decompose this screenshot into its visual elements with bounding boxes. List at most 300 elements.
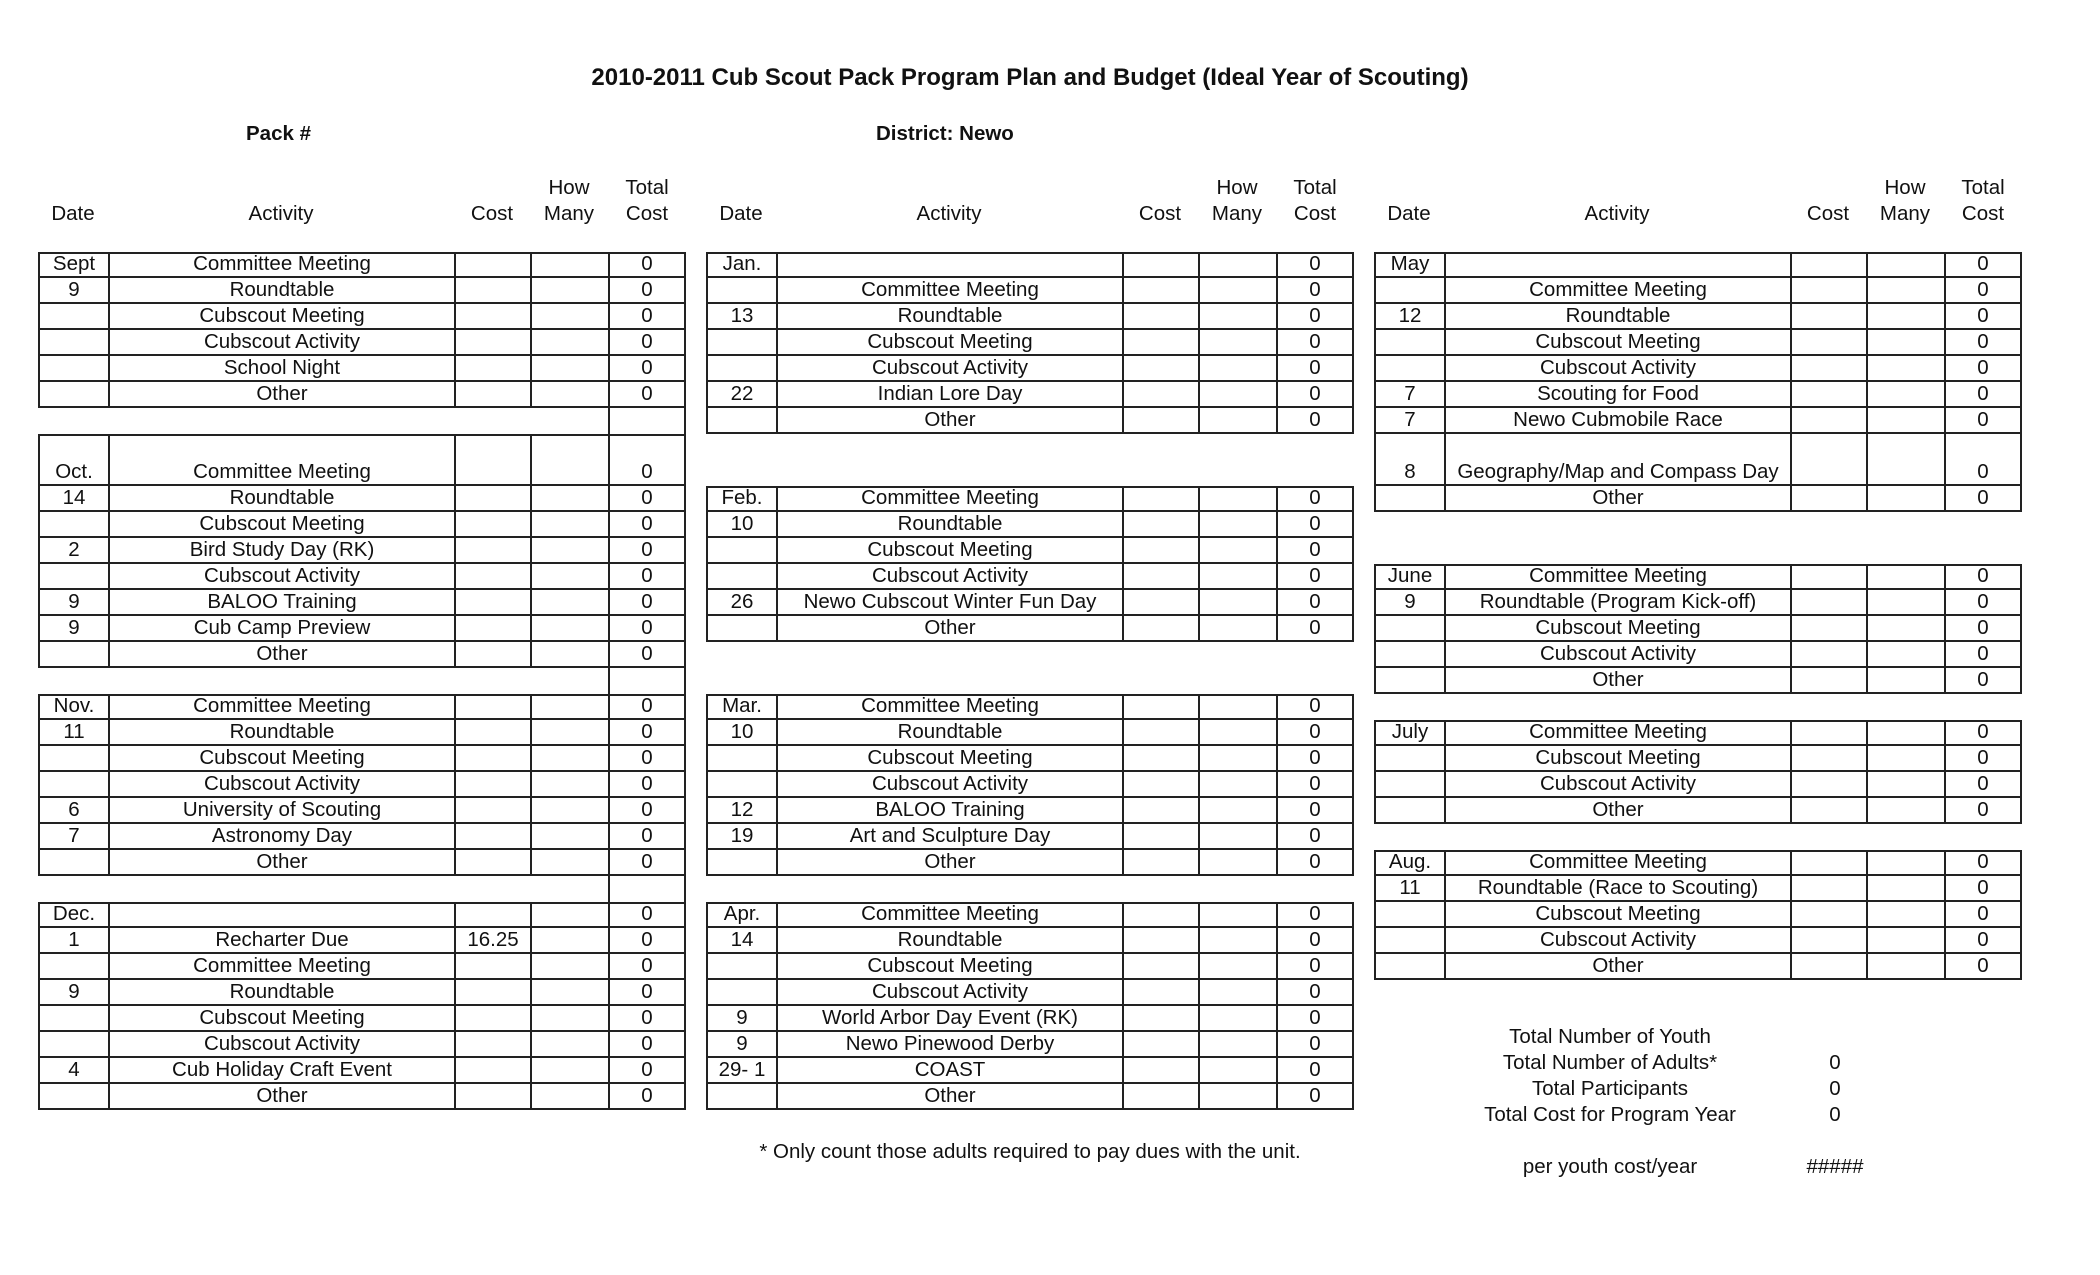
activity-cell: Other bbox=[108, 642, 454, 668]
how-many-cell[interactable] bbox=[530, 746, 608, 772]
cost-cell[interactable] bbox=[1122, 512, 1198, 538]
how-many-cell[interactable] bbox=[1866, 876, 1944, 902]
how-many-cell[interactable] bbox=[1866, 434, 1944, 486]
how-many-cell[interactable] bbox=[530, 1084, 608, 1110]
how-many-cell[interactable] bbox=[1866, 720, 1944, 746]
activity-cell: Cubscout Meeting bbox=[776, 538, 1122, 564]
cost-cell[interactable] bbox=[1790, 408, 1866, 434]
cost-cell[interactable] bbox=[1122, 564, 1198, 590]
how-many-cell[interactable] bbox=[1198, 1006, 1276, 1032]
how-many-cell[interactable] bbox=[530, 1032, 608, 1058]
total-cost-cell: 0 bbox=[1944, 564, 2022, 590]
cost-cell[interactable] bbox=[454, 382, 530, 408]
how-many-cell[interactable] bbox=[1198, 746, 1276, 772]
cost-cell[interactable] bbox=[1790, 434, 1866, 486]
how-many-cell[interactable] bbox=[1866, 616, 1944, 642]
how-many-cell[interactable] bbox=[530, 616, 608, 642]
table-row bbox=[706, 1006, 1354, 1032]
date-cell: Dec. bbox=[38, 902, 108, 928]
how-many-cell[interactable] bbox=[1198, 1084, 1276, 1110]
cost-cell[interactable] bbox=[1790, 252, 1866, 278]
table-row bbox=[38, 1032, 686, 1058]
date-cell bbox=[38, 772, 108, 798]
total-cost-cell: 0 bbox=[608, 538, 686, 564]
table-row bbox=[38, 824, 686, 850]
total-cost-cell: 0 bbox=[608, 564, 686, 590]
how-many-cell[interactable] bbox=[530, 512, 608, 538]
how-many-cell[interactable] bbox=[1198, 902, 1276, 928]
how-many-cell[interactable] bbox=[1198, 928, 1276, 954]
activity-cell: Committee Meeting bbox=[108, 694, 454, 720]
cost-header: Cost bbox=[470, 202, 514, 225]
cost-cell[interactable] bbox=[1122, 902, 1198, 928]
table-row bbox=[38, 590, 686, 616]
cost-cell[interactable] bbox=[1790, 720, 1866, 746]
cost-cell[interactable] bbox=[454, 486, 530, 512]
total-cost-cell: 0 bbox=[608, 616, 686, 642]
district-label: District: Newo bbox=[876, 122, 1014, 145]
table-row bbox=[1374, 720, 2022, 746]
table-row bbox=[1374, 382, 2022, 408]
cost-header: Cost bbox=[1806, 202, 1850, 225]
total-cost-cell: 0 bbox=[1276, 304, 1354, 330]
activity-header: Activity bbox=[248, 202, 314, 225]
cost-cell[interactable] bbox=[454, 902, 530, 928]
how-many-cell[interactable] bbox=[1866, 668, 1944, 694]
how-many-cell[interactable] bbox=[530, 382, 608, 408]
how-many-cell[interactable] bbox=[1198, 356, 1276, 382]
how-many-cell[interactable] bbox=[530, 902, 608, 928]
cost-cell[interactable] bbox=[1790, 382, 1866, 408]
how-many-cell[interactable] bbox=[1198, 486, 1276, 512]
date-cell: 7 bbox=[38, 824, 108, 850]
how-many-cell[interactable] bbox=[1198, 980, 1276, 1006]
date-cell: 9 bbox=[38, 980, 108, 1006]
cost-cell[interactable] bbox=[454, 746, 530, 772]
table-row bbox=[706, 512, 1354, 538]
total-cost-label: Total Cost for Program Year bbox=[1484, 1103, 1736, 1126]
cost-cell[interactable] bbox=[1122, 824, 1198, 850]
date-cell bbox=[38, 1006, 108, 1032]
total-cost-cell: 0 bbox=[608, 1058, 686, 1084]
cost-cell[interactable] bbox=[454, 772, 530, 798]
cost-cell[interactable] bbox=[1122, 850, 1198, 876]
date-cell: 9 bbox=[706, 1032, 776, 1058]
table-row bbox=[706, 1058, 1354, 1084]
total-cost-cell: 0 bbox=[608, 356, 686, 382]
cost-cell[interactable] bbox=[1122, 252, 1198, 278]
summary-row-adults bbox=[1440, 1051, 1960, 1077]
how-many-cell[interactable] bbox=[530, 642, 608, 668]
how-many-cell[interactable] bbox=[1198, 798, 1276, 824]
cost-cell[interactable] bbox=[1122, 720, 1198, 746]
cost-cell[interactable] bbox=[454, 356, 530, 382]
table-row bbox=[706, 590, 1354, 616]
date-cell bbox=[1374, 798, 1444, 824]
how-many-header: How Many bbox=[543, 176, 595, 225]
total-cost-cell: 0 bbox=[608, 928, 686, 954]
activity-cell: Cubscout Activity bbox=[1444, 928, 1790, 954]
activity-cell: Committee Meeting bbox=[776, 278, 1122, 304]
total-adults-label: Total Number of Adults* bbox=[1502, 1051, 1718, 1074]
how-many-cell[interactable] bbox=[1198, 1032, 1276, 1058]
table-row bbox=[1374, 876, 2022, 902]
cost-cell[interactable] bbox=[1790, 564, 1866, 590]
how-many-cell[interactable] bbox=[1198, 616, 1276, 642]
total-cost-cell: 0 bbox=[1944, 928, 2022, 954]
table-row bbox=[706, 616, 1354, 642]
how-many-cell[interactable] bbox=[530, 928, 608, 954]
cost-cell[interactable] bbox=[1122, 408, 1198, 434]
date-header: Date bbox=[719, 202, 763, 225]
date-cell bbox=[706, 772, 776, 798]
table-row bbox=[706, 382, 1354, 408]
how-many-cell[interactable] bbox=[1198, 824, 1276, 850]
activity-cell: Other bbox=[108, 1084, 454, 1110]
how-many-cell[interactable] bbox=[1866, 772, 1944, 798]
table-row bbox=[1374, 564, 2022, 590]
date-header: Date bbox=[1387, 202, 1431, 225]
how-many-cell[interactable] bbox=[530, 850, 608, 876]
activity-cell: Newo Cubmobile Race bbox=[1444, 408, 1790, 434]
how-many-cell[interactable] bbox=[530, 1006, 608, 1032]
cost-cell[interactable] bbox=[454, 1032, 530, 1058]
cost-cell[interactable] bbox=[1790, 798, 1866, 824]
cost-cell[interactable] bbox=[454, 434, 530, 486]
table-row bbox=[706, 304, 1354, 330]
activity-cell: Cubscout Activity bbox=[1444, 642, 1790, 668]
activity-cell: Roundtable bbox=[776, 720, 1122, 746]
cost-cell[interactable] bbox=[1122, 538, 1198, 564]
cost-cell[interactable] bbox=[454, 1006, 530, 1032]
total-cost-cell: 0 bbox=[1276, 850, 1354, 876]
how-many-cell[interactable] bbox=[1866, 304, 1944, 330]
how-many-cell[interactable] bbox=[1198, 330, 1276, 356]
total-cost-cell: 0 bbox=[1944, 954, 2022, 980]
cost-cell[interactable] bbox=[1122, 1032, 1198, 1058]
cost-cell[interactable] bbox=[454, 980, 530, 1006]
how-many-cell[interactable] bbox=[1866, 278, 1944, 304]
activity-cell: Cubscout Meeting bbox=[108, 746, 454, 772]
date-cell bbox=[706, 850, 776, 876]
cost-cell[interactable] bbox=[1122, 746, 1198, 772]
how-many-cell[interactable] bbox=[530, 304, 608, 330]
total-cost-cell: 0 bbox=[1944, 252, 2022, 278]
total-cost-cell: 0 bbox=[1276, 590, 1354, 616]
date-cell bbox=[1374, 954, 1444, 980]
how-many-cell[interactable] bbox=[1866, 746, 1944, 772]
total-cost-cell: 0 bbox=[1944, 434, 2022, 486]
how-many-cell[interactable] bbox=[1198, 538, 1276, 564]
table-row bbox=[1374, 486, 2022, 512]
cost-cell[interactable] bbox=[1122, 798, 1198, 824]
how-many-cell[interactable] bbox=[1866, 564, 1944, 590]
activity-cell: Cubscout Meeting bbox=[108, 304, 454, 330]
table-row bbox=[38, 642, 686, 668]
date-cell bbox=[1374, 486, 1444, 512]
date-cell: 29- 1 bbox=[706, 1058, 776, 1084]
total-cost-cell: 0 bbox=[608, 486, 686, 512]
cost-cell[interactable] bbox=[1122, 1058, 1198, 1084]
table-row bbox=[706, 564, 1354, 590]
how-many-cell[interactable] bbox=[1198, 408, 1276, 434]
table-row bbox=[38, 694, 686, 720]
cost-cell[interactable] bbox=[454, 1084, 530, 1110]
cost-cell[interactable] bbox=[454, 538, 530, 564]
how-many-cell[interactable] bbox=[1198, 590, 1276, 616]
total-adults-value[interactable]: 0 bbox=[1829, 1051, 1841, 1074]
cost-cell[interactable] bbox=[1790, 616, 1866, 642]
activity-cell: Cubscout Activity bbox=[108, 1032, 454, 1058]
how-many-cell[interactable] bbox=[1198, 512, 1276, 538]
date-cell: 2 bbox=[38, 538, 108, 564]
how-many-cell[interactable] bbox=[1866, 252, 1944, 278]
activity-cell: Cubscout Meeting bbox=[1444, 616, 1790, 642]
table-row bbox=[38, 382, 686, 408]
table-row bbox=[38, 616, 686, 642]
activity-cell: Cubscout Meeting bbox=[776, 954, 1122, 980]
activity-cell: Recharter Due bbox=[108, 928, 454, 954]
cost-cell[interactable] bbox=[1790, 304, 1866, 330]
how-many-cell[interactable] bbox=[1198, 304, 1276, 330]
activity-cell: Scouting for Food bbox=[1444, 382, 1790, 408]
cost-cell[interactable] bbox=[1790, 356, 1866, 382]
date-cell bbox=[1374, 330, 1444, 356]
how-many-cell[interactable] bbox=[530, 564, 608, 590]
cost-cell[interactable] bbox=[1790, 902, 1866, 928]
total-cost-cell: 0 bbox=[1276, 720, 1354, 746]
cost-cell[interactable] bbox=[1122, 1006, 1198, 1032]
how-many-cell[interactable] bbox=[1866, 902, 1944, 928]
cost-cell[interactable] bbox=[1122, 980, 1198, 1006]
date-cell: 7 bbox=[1374, 382, 1444, 408]
cost-cell[interactable] bbox=[1122, 278, 1198, 304]
cost-cell[interactable] bbox=[454, 330, 530, 356]
total-cost-cell: 0 bbox=[608, 798, 686, 824]
cost-cell[interactable] bbox=[454, 720, 530, 746]
how-many-cell[interactable] bbox=[530, 720, 608, 746]
date-cell bbox=[38, 1084, 108, 1110]
how-many-cell[interactable] bbox=[1866, 798, 1944, 824]
activity-cell: Roundtable bbox=[776, 512, 1122, 538]
date-cell bbox=[706, 564, 776, 590]
cost-cell[interactable] bbox=[454, 564, 530, 590]
how-many-header: How Many bbox=[1211, 176, 1263, 225]
how-many-cell[interactable] bbox=[1866, 356, 1944, 382]
date-cell bbox=[706, 954, 776, 980]
how-many-cell[interactable] bbox=[1866, 642, 1944, 668]
how-many-cell[interactable] bbox=[530, 798, 608, 824]
cost-cell[interactable] bbox=[1790, 746, 1866, 772]
how-many-cell[interactable] bbox=[1198, 720, 1276, 746]
how-many-cell[interactable] bbox=[1198, 954, 1276, 980]
cost-cell[interactable] bbox=[1122, 330, 1198, 356]
cost-cell[interactable] bbox=[1122, 590, 1198, 616]
how-many-cell[interactable] bbox=[1866, 486, 1944, 512]
cost-cell[interactable] bbox=[1122, 772, 1198, 798]
total-cost-cell: 0 bbox=[1944, 642, 2022, 668]
table-row bbox=[38, 850, 686, 876]
how-many-cell[interactable] bbox=[1866, 330, 1944, 356]
cost-cell[interactable] bbox=[1122, 928, 1198, 954]
cost-cell[interactable] bbox=[454, 304, 530, 330]
cost-cell[interactable]: 16.25 bbox=[454, 928, 530, 954]
how-many-cell[interactable] bbox=[530, 434, 608, 486]
spacer-cell bbox=[608, 668, 686, 694]
cost-cell[interactable] bbox=[454, 1058, 530, 1084]
activity-cell bbox=[108, 902, 454, 928]
cost-cell[interactable] bbox=[1122, 486, 1198, 512]
table-row bbox=[38, 928, 686, 954]
cost-cell[interactable] bbox=[1790, 642, 1866, 668]
how-many-cell[interactable] bbox=[530, 1058, 608, 1084]
cost-cell[interactable] bbox=[1790, 668, 1866, 694]
total-cost-cell: 0 bbox=[1944, 850, 2022, 876]
cost-cell[interactable] bbox=[1790, 278, 1866, 304]
activity-cell: Roundtable bbox=[1444, 304, 1790, 330]
cost-cell[interactable] bbox=[454, 824, 530, 850]
cost-cell[interactable] bbox=[1790, 330, 1866, 356]
summary-row-participants bbox=[1440, 1077, 1960, 1103]
how-many-cell[interactable] bbox=[1198, 382, 1276, 408]
total-cost-cell: 0 bbox=[1944, 590, 2022, 616]
table-row bbox=[38, 798, 686, 824]
cost-cell[interactable] bbox=[454, 590, 530, 616]
how-many-cell[interactable] bbox=[1198, 772, 1276, 798]
total-cost-cell: 0 bbox=[1276, 746, 1354, 772]
how-many-cell[interactable] bbox=[1198, 252, 1276, 278]
total-column-spacer bbox=[608, 668, 686, 694]
activity-cell: Cubscout Activity bbox=[1444, 356, 1790, 382]
cost-cell[interactable] bbox=[1122, 694, 1198, 720]
table-row bbox=[706, 1032, 1354, 1058]
table-row bbox=[706, 928, 1354, 954]
cost-cell[interactable] bbox=[1790, 772, 1866, 798]
total-cost-cell: 0 bbox=[1276, 564, 1354, 590]
cost-cell[interactable] bbox=[454, 642, 530, 668]
cost-cell[interactable] bbox=[454, 278, 530, 304]
how-many-cell[interactable] bbox=[1866, 382, 1944, 408]
cost-cell[interactable] bbox=[1790, 486, 1866, 512]
cost-cell[interactable] bbox=[1790, 876, 1866, 902]
date-cell: 11 bbox=[38, 720, 108, 746]
date-cell: 6 bbox=[38, 798, 108, 824]
total-cost-cell: 0 bbox=[1276, 928, 1354, 954]
cost-cell[interactable] bbox=[1122, 356, 1198, 382]
date-cell bbox=[1374, 746, 1444, 772]
cost-cell[interactable] bbox=[1122, 616, 1198, 642]
total-cost-cell: 0 bbox=[1944, 486, 2022, 512]
how-many-cell[interactable] bbox=[530, 356, 608, 382]
cost-cell[interactable] bbox=[1790, 590, 1866, 616]
total-cost-cell: 0 bbox=[608, 772, 686, 798]
table-row bbox=[1374, 616, 2022, 642]
total-cost-cell: 0 bbox=[608, 902, 686, 928]
how-many-cell[interactable] bbox=[1866, 928, 1944, 954]
cost-cell[interactable] bbox=[454, 512, 530, 538]
table-row bbox=[1374, 902, 2022, 928]
cost-cell[interactable] bbox=[1790, 928, 1866, 954]
total-cost-cell: 0 bbox=[1276, 252, 1354, 278]
total-cost-header: Total Cost bbox=[1293, 176, 1337, 225]
cost-cell[interactable] bbox=[1790, 850, 1866, 876]
how-many-cell[interactable] bbox=[1866, 590, 1944, 616]
how-many-cell[interactable] bbox=[530, 824, 608, 850]
how-many-cell[interactable] bbox=[1198, 1058, 1276, 1084]
how-many-cell[interactable] bbox=[530, 954, 608, 980]
cost-cell[interactable] bbox=[454, 954, 530, 980]
how-many-cell[interactable] bbox=[530, 538, 608, 564]
cost-cell[interactable] bbox=[454, 252, 530, 278]
how-many-cell[interactable] bbox=[530, 694, 608, 720]
table-row bbox=[706, 954, 1354, 980]
cost-cell[interactable] bbox=[1122, 304, 1198, 330]
summary-row-youth bbox=[1440, 1025, 1960, 1051]
cost-cell[interactable] bbox=[1790, 954, 1866, 980]
how-many-cell[interactable] bbox=[1866, 954, 1944, 980]
table-row bbox=[706, 538, 1354, 564]
date-header: Date bbox=[51, 202, 95, 225]
cost-cell[interactable] bbox=[454, 616, 530, 642]
how-many-cell[interactable] bbox=[530, 590, 608, 616]
activity-cell: Committee Meeting bbox=[108, 434, 454, 486]
total-cost-cell: 0 bbox=[1276, 538, 1354, 564]
date-cell bbox=[38, 330, 108, 356]
total-cost-cell: 0 bbox=[1944, 876, 2022, 902]
cost-cell[interactable] bbox=[454, 694, 530, 720]
activity-header: Activity bbox=[1584, 202, 1650, 225]
total-participants-value: 0 bbox=[1829, 1077, 1841, 1100]
table-row bbox=[706, 486, 1354, 512]
date-cell: 22 bbox=[706, 382, 776, 408]
how-many-cell[interactable] bbox=[1198, 694, 1276, 720]
how-many-cell[interactable] bbox=[1866, 850, 1944, 876]
date-cell: 12 bbox=[1374, 304, 1444, 330]
date-cell bbox=[38, 642, 108, 668]
date-cell: 4 bbox=[38, 1058, 108, 1084]
total-cost-cell: 0 bbox=[1276, 954, 1354, 980]
activity-cell: Other bbox=[108, 382, 454, 408]
how-many-cell[interactable] bbox=[530, 486, 608, 512]
activity-cell: Committee Meeting bbox=[776, 902, 1122, 928]
how-many-cell[interactable] bbox=[1198, 278, 1276, 304]
total-cost-cell: 0 bbox=[1276, 1006, 1354, 1032]
how-many-cell[interactable] bbox=[530, 980, 608, 1006]
summary-row-total-cost bbox=[1440, 1103, 1960, 1129]
date-cell bbox=[1374, 668, 1444, 694]
table-row bbox=[38, 304, 686, 330]
date-cell: 10 bbox=[706, 720, 776, 746]
cost-cell[interactable] bbox=[1122, 1084, 1198, 1110]
total-cost-cell: 0 bbox=[1276, 980, 1354, 1006]
how-many-cell[interactable] bbox=[1866, 408, 1944, 434]
cost-cell[interactable] bbox=[1122, 954, 1198, 980]
cost-cell[interactable] bbox=[454, 850, 530, 876]
activity-cell: Cubscout Meeting bbox=[776, 330, 1122, 356]
cost-cell[interactable] bbox=[454, 798, 530, 824]
date-cell bbox=[706, 538, 776, 564]
how-many-cell[interactable] bbox=[1198, 850, 1276, 876]
activity-cell: Cubscout Activity bbox=[108, 330, 454, 356]
activity-cell bbox=[1444, 252, 1790, 278]
cost-cell[interactable] bbox=[1122, 382, 1198, 408]
how-many-cell[interactable] bbox=[1198, 564, 1276, 590]
how-many-cell[interactable] bbox=[530, 252, 608, 278]
date-cell: July bbox=[1374, 720, 1444, 746]
how-many-cell[interactable] bbox=[530, 772, 608, 798]
how-many-cell[interactable] bbox=[530, 330, 608, 356]
how-many-cell[interactable] bbox=[530, 278, 608, 304]
